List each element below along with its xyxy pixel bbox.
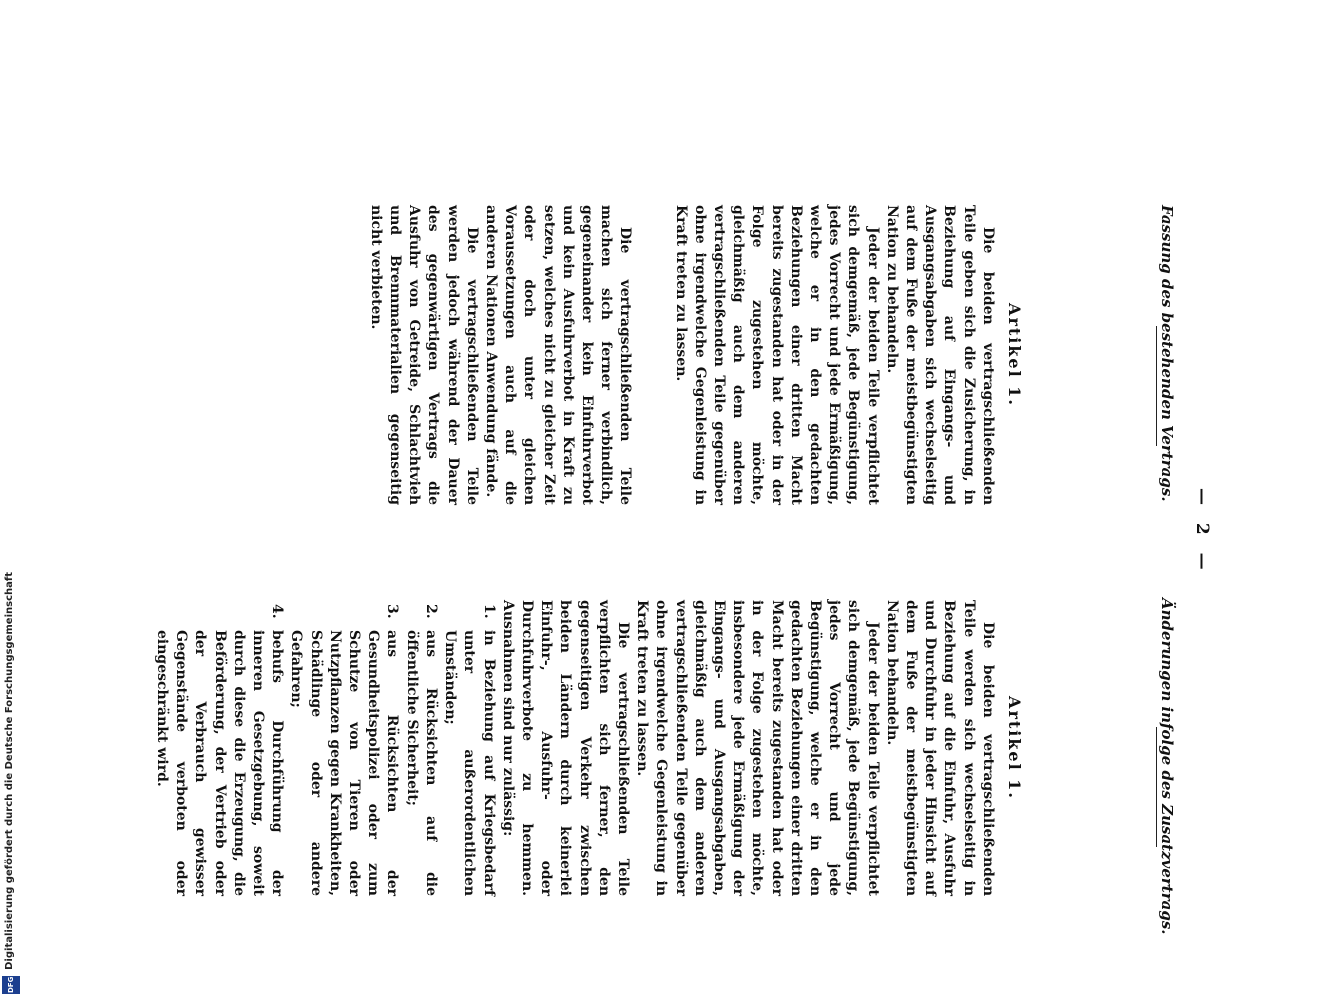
digitization-credit [0, 572, 28, 1000]
left-paragraph-2: Jeder der beiden Teile verpflichtet sich demgemäß, jede Begünstigung, jedes Vorrecht und jede Ermäßigung, welche er in den gedachten Beziehungen einer dritten Macht bereits zugestanden hat oder in der Folge zugestehen möchte, gleichmäßig auch dem anderen vertragschließenden Teile gegenüber ohne irgendwelche Gegenleistung in Kraft treten zu lassen. [672, 205, 881, 505]
left-article-heading: Artikel 1. [1005, 303, 1024, 407]
left-title-rule [1156, 326, 1157, 446]
list-item [286, 604, 401, 896]
right-paragraph-2: Jeder der beiden Teile verpflichtet sich demgemäß, jede Begünstigung, jedes Vorrecht und jede Begünstigung, welche er in den gedachten Beziehungen einer dritten Macht bereits zugestanden hat oder in der Folge zugestehen möchte, insbesondere jede Ermäßigung der Eingangs- und Ausgangsabgaben, gleichmäßig auch dem anderen vertragschließenden Teile gegenüber ohne irgendwelche Gegenleistung in Kraft treten zu lassen. [634, 600, 881, 896]
list-item-text: aus Rücksichten auf die öffentliche Sicherheit; [403, 630, 439, 896]
right-title-rule [1156, 727, 1157, 847]
credit-text: Digitalisierung gefördert durch die Deutsche Forschungsgemeinschaft [4, 572, 15, 970]
left-paragraph-1: Die beiden vertragschließenden Teile geben sich die Zusicherung, in Beziehung auf Eingangs- und Ausgangsabgaben sich wechselseitig auf dem Fuße der meistbegünstigten Nation zu behandeln. [883, 205, 996, 505]
left-paragraph-3: Die vertragschließenden Teile machen sich ferner verbindlich, gegeneinander kein Einfuhrverbot und kein Ausfuhrverbot in Kraft zu setzen, welches nicht zu gleicher Zeit oder doch unter gleichen Voraussetzungen auch auf die anderen Nationen Anwendung fände. [482, 205, 634, 505]
right-paragraph-1: Die beiden vertragschließenden Teile werden sich wechselseitig in Beziehung auf die Einfuhr, Ausfuhr und Durchfuhr in jeder Hinsicht auf dem Fuße der meistbegünstigten Nation behandeln. [883, 600, 996, 896]
list-item-number: 1. [480, 604, 497, 619]
list-item [402, 604, 440, 896]
list-item-text: behufs Durchführung der inneren Gesetzgebung, soweit durch diese die Erzeugung, die Beförderung, der Vertrieb oder der Verbrauch gewisser Gegenstände verboten oder eingeschränkt wird. [154, 630, 286, 896]
right-article-heading: Artikel 1. [1005, 696, 1024, 800]
list-item-number: 2. [422, 604, 439, 619]
dfg-logo-icon: DFG [2, 976, 20, 994]
right-column-title: Änderungen infolge des Zusatzvertrags. [1158, 598, 1176, 935]
list-item [152, 604, 286, 896]
right-column [152, 600, 1024, 896]
paragraph-gap [634, 205, 670, 505]
exceptions-list [152, 600, 498, 896]
list-item-text: in Beziehung auf Kriegsbedarf unter außerordentlichen Umständen; [442, 630, 497, 896]
list-item-text: aus Rücksichten der Gesundheitspolizei oder zum Schutze von Tieren oder Nutzpflanzen gegen Krankheiten, Schädlinge oder andere Gefahren; [288, 630, 401, 896]
list-item-number: 4. [269, 604, 286, 619]
page-number: — 2 — [1192, 488, 1212, 576]
right-paragraph-3: Die vertragschließenden Teile verpflichten sich ferner, den gegenseitigen Verkehr zwischen beiden Ländern durch keinerlei Einfuhr-, Ausfuhr- oder Durchfuhrverbote zu hemmen. Ausnahmen sind nur zulässig: [499, 600, 631, 896]
left-column [366, 205, 1025, 505]
list-item [440, 604, 498, 896]
left-paragraph-4: Die vertragschließenden Teile werden jedoch während der Dauer des gegenwärtigen Vertrags die Ausfuhr von Getreide, Schlachtvieh und Brennmaterialien gegenseitig nicht verbieten. [367, 205, 480, 505]
list-item-number: 3. [384, 604, 401, 619]
left-column-title: Fassung des bestehenden Vertrags. [1158, 205, 1176, 502]
